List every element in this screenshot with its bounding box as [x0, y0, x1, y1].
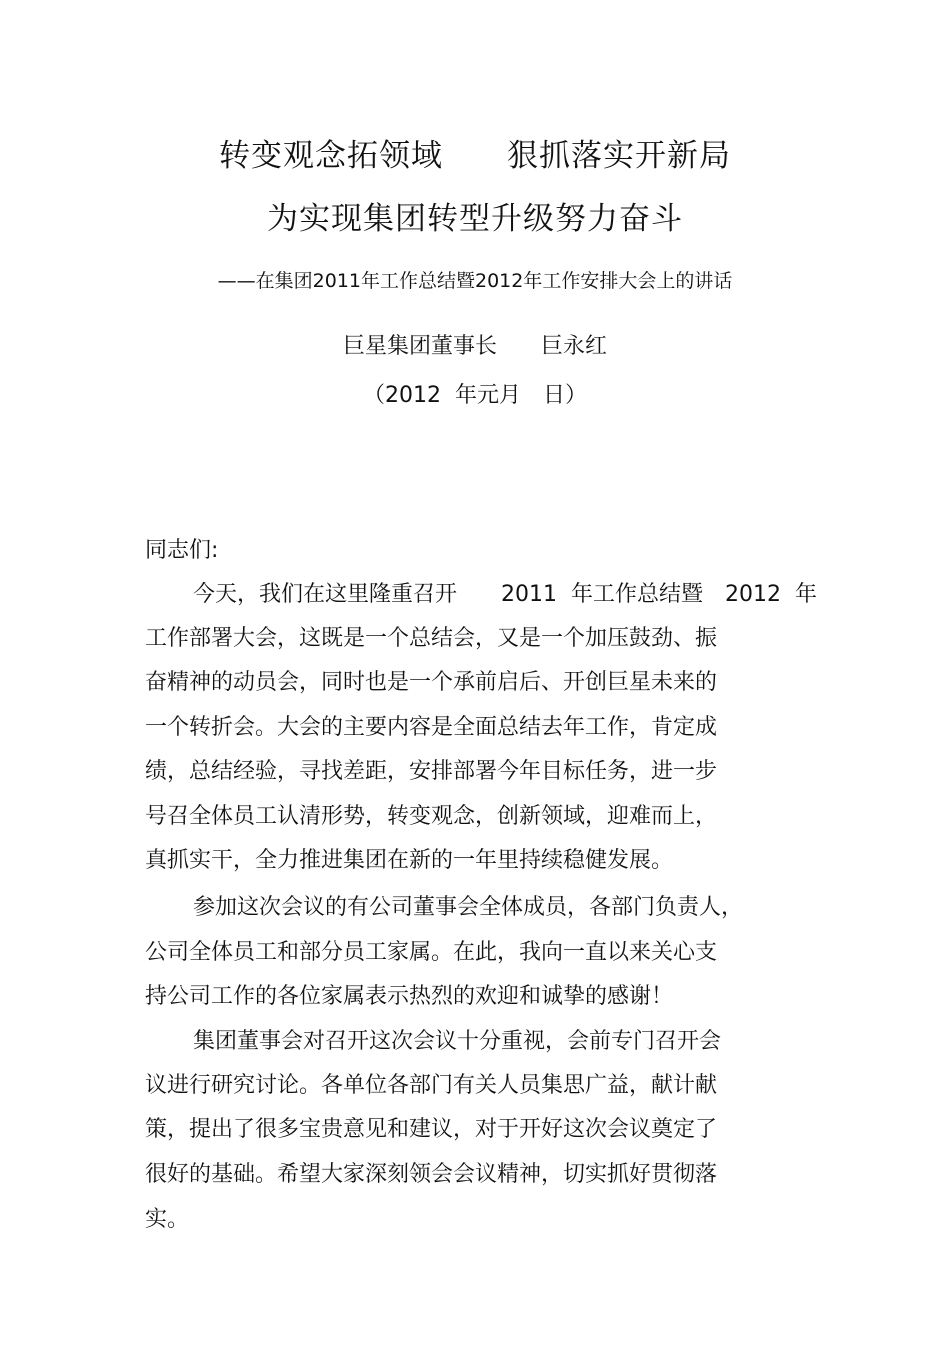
paragraph-line: 很好的基础。希望大家深刻领会会议精神，切实抓好贯彻落 [145, 1162, 718, 1187]
paragraph-line: 今天，我们在这里隆重召开 2011 年工作总结暨 2012 年 [193, 582, 817, 607]
title-line-1: 转变观念拓领域 狠抓落实开新局 [219, 138, 731, 174]
paragraph-line: 集团董事会对召开这次会议十分重视，会前专门召开会 [193, 1029, 722, 1054]
paragraph-line: 实。 [145, 1207, 190, 1232]
paragraph-line: 持公司工作的各位家属表示热烈的欢迎和诚挚的感谢！ [145, 984, 674, 1009]
title-line-2: 为实现集团转型升级努力奋斗 [267, 201, 683, 237]
subtitle: ——在集团2011年工作总结暨2012年工作安排大会上的讲话 [217, 270, 733, 292]
paragraph-line: 公司全体员工和部分员工家属。在此，我向一直以来关心支 [145, 940, 718, 965]
date-line: （2012 年元月 日） [363, 383, 587, 408]
paragraph-line: 参加这次会议的有公司董事会全体成员，各部门负责人， [193, 895, 744, 920]
paragraph-line: 议进行研究讨论。各单位各部门有关人员集思广益，献计献 [145, 1073, 718, 1098]
paragraph-line: 真抓实干，全力推进集团在新的一年里持续稳健发展。 [145, 848, 674, 873]
salutation: 同志们: [145, 538, 219, 563]
author-line: 巨星集团董事长 巨永红 [342, 334, 607, 359]
paragraph-line: 策，提出了很多宝贵意见和建议，对于开好这次会议奠定了 [145, 1117, 718, 1142]
paragraph-line: 绩，总结经验，寻找差距，安排部署今年目标任务，进一步 [145, 759, 718, 784]
paragraph-line: 奋精神的动员会，同时也是一个承前启后、开创巨星未来的 [145, 670, 718, 695]
paragraph-line: 工作部署大会，这既是一个总结会，又是一个加压鼓劲、振 [145, 626, 718, 651]
paragraph-line: 一个转折会。大会的主要内容是全面总结去年工作，肯定成 [145, 715, 718, 740]
paragraph-line: 号召全体员工认清形势，转变观念，创新领域，迎难而上， [145, 804, 718, 829]
